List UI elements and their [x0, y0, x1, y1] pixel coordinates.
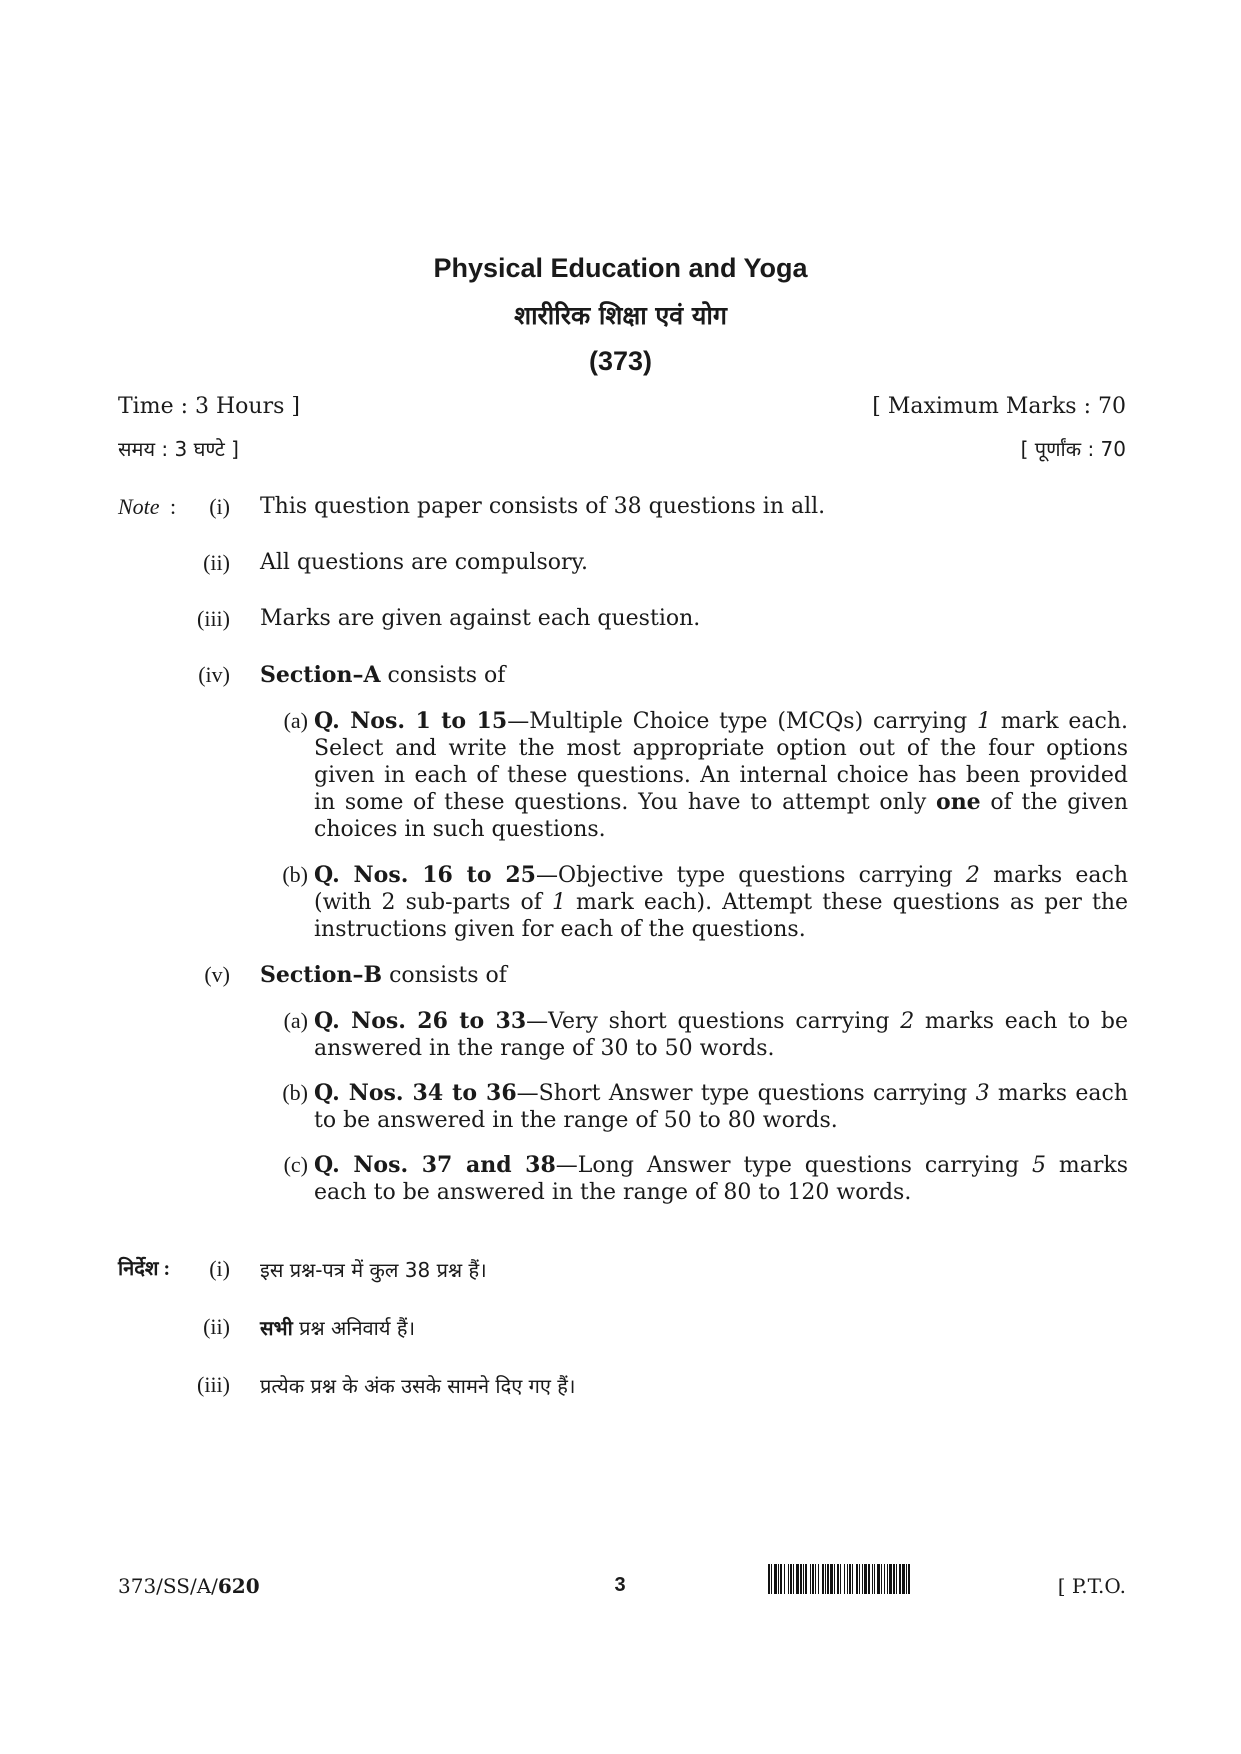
note-label: Note [118, 494, 160, 519]
paper-title-english: Physical Education and Yoga [433, 253, 808, 283]
time-english: Time : 3 Hours ] [118, 394, 300, 419]
barcode-icon [768, 1564, 1028, 1594]
subject-code: (373) [588, 346, 653, 376]
max-marks-hindi: [ पूर्णांक : 70 [1020, 437, 1126, 461]
hindi-note-label: निर्देश : [118, 1258, 171, 1280]
note-colon: : [170, 494, 177, 519]
pto-label: [ P.T.O. [1057, 1574, 1126, 1598]
paper-code: 373/SS/A/620 [118, 1574, 260, 1598]
max-marks-english: [ Maximum Marks : 70 [872, 394, 1126, 419]
page-number: 3 [614, 1574, 626, 1596]
time-hindi: समय : 3 घण्टे ] [118, 437, 239, 461]
paper-title-hindi: शारीरिक शिक्षा एवं योग [514, 301, 727, 330]
